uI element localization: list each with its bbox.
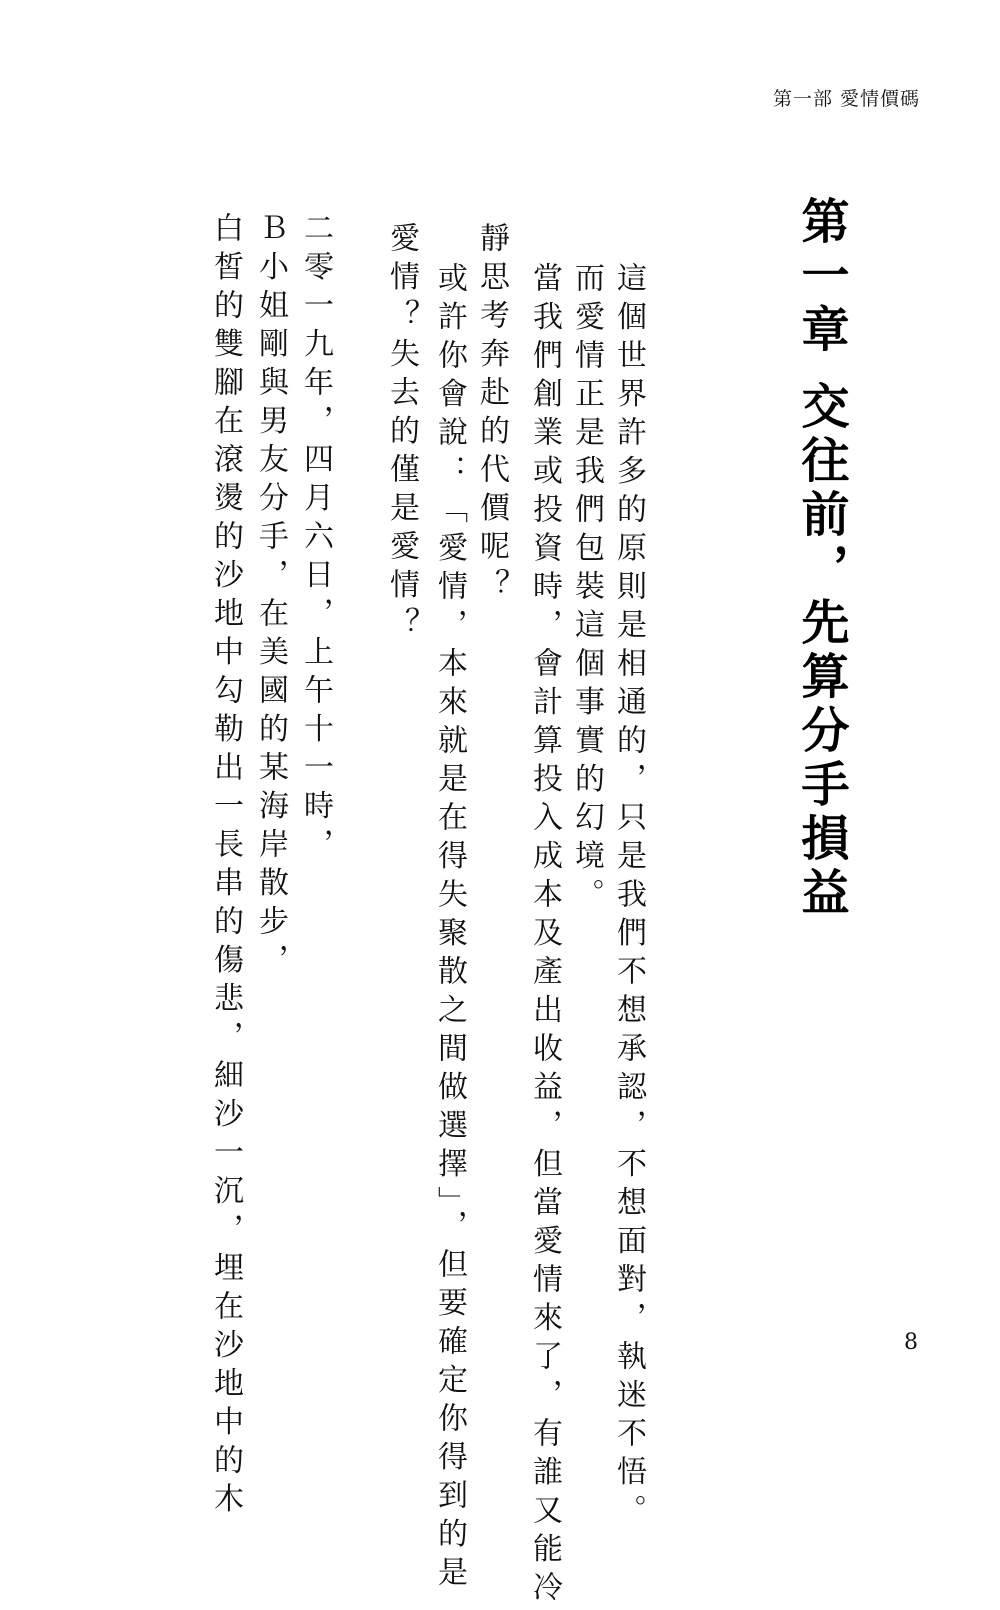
body-line-7: 二零一九年，四月六日，上午十一時， (298, 212, 333, 867)
body-line-4: 靜思考奔赴的代價呢？ (474, 222, 509, 607)
page-number: 8 (904, 1330, 918, 1355)
body-line-2: 而愛情正是我們包裝這個事實的幻境。 (569, 262, 604, 917)
body-line-9: 白皙的雙腳在滾燙的沙地中勾勒出一長串的傷悲，細沙一沉，埋在沙地中的木 (208, 212, 243, 1521)
chapter-title: 第一章 交往前，先算分手損益 (793, 196, 849, 921)
body-line-5: 或許你會說：「愛情，本來就是在得失聚散之間做選擇」，但要確定你得到的是 (432, 262, 467, 1595)
body-line-1: 這個世界許多的原則是相通的，只是我們不想承認，不想面對，執迷不悟。 (611, 262, 646, 1533)
body-line-6: 愛情？失去的僅是愛情？ (384, 222, 419, 646)
running-header: 第一部 愛情價碼 (772, 88, 920, 110)
body-line-3: 當我們創業或投資時，會計算投入成本及產出收益，但當愛情來了，有誰又能冷 (527, 262, 562, 1610)
body-line-8: Ｂ小姐剛與男友分手，在美國的某海岸散步， (253, 212, 288, 982)
